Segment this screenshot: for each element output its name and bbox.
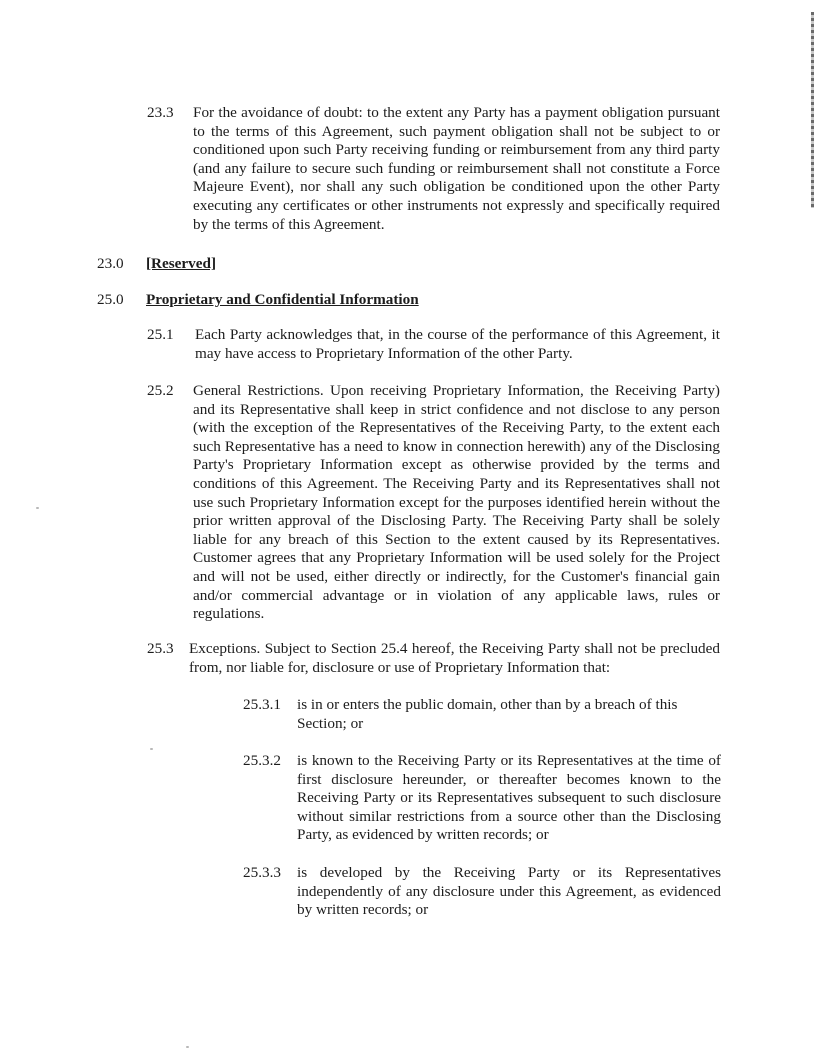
section-25-2-text: General Restrictions. Upon receiving Proprietary Information, the Receiving Party) and its Representative shall keep in strict confidence and not disclose to any person (with the exception of the Representatives of the Receiving Party, to the extent each such Representative has a need to know in connection herewith) any of the Disclosing Party's Proprietary Information except as otherwise provided by the terms and conditions of this Agreement. The Receiving Party and its Representatives shall not use such Proprietary Information except for the purposes identified herein without the prior written approval of the Disclosing Party. The Receiving Party shall be solely liable for any breach of this Section to the extent caused by its Representatives. Customer agrees that any Proprietary Information will be used solely for the Project and will not be used, either directly or indirectly, for the Customer's financial gain and/or commercial advantage or in violation of any applicable laws, rules or regulations.	[193, 382, 720, 623]
section-number-25-1: 25.1	[147, 326, 174, 343]
scan-speck	[150, 748, 153, 750]
section-number-23-3: 23.3	[147, 104, 174, 121]
section-number-25-3-3: 25.3.3	[243, 864, 281, 881]
section-25-1-text: Each Party acknowledges that, in the course of the performance of this Agreement, it may have access to Proprietary Information of the other Party.	[195, 326, 720, 362]
section-25-0-title: Proprietary and Confidential Information	[146, 291, 419, 308]
section-number-25-3-2: 25.3.2	[243, 752, 281, 769]
section-23-0-title: [Reserved]	[146, 255, 216, 272]
section-25-3-1-text: is in or enters the public domain, other than by a breach of this Section; or	[297, 696, 678, 732]
section-number-25-3: 25.3	[147, 640, 174, 657]
section-25-3-2-text: is known to the Receiving Party or its Representatives at the time of first disclosure hereunder, or thereafter becomes known to the Receiving Party or its Representatives subsequent to such disclosure without similar restrictions from a source other than the Disclosing Party, as evidenced by written records; or	[297, 752, 721, 844]
section-23-3-text: For the avoidance of doubt: to the extent any Party has a payment obligation pursuant to the terms of this Agreement, such payment obligation shall not be subject to or conditioned upon such Party receiving funding or reimbursement from any third party (and any failure to secure such funding or reimbursement shall not constitute a Force Majeure Event), nor shall any such obligation be conditioned upon the other Party executing any certificates or other instruments not expressly and specifically required by the terms of this Agreement.	[193, 104, 720, 233]
section-number-25-3-1: 25.3.1	[243, 696, 281, 713]
scan-speck	[186, 1046, 189, 1048]
section-25-3-text: Exceptions. Subject to Section 25.4 hereof, the Receiving Party shall not be precluded from, nor liable for, disclosure or use of Proprietary Information that:	[189, 640, 720, 676]
scan-speck	[36, 507, 39, 509]
section-number-23-0: 23.0	[97, 255, 124, 272]
scan-edge-mark	[811, 12, 814, 208]
section-number-25-0: 25.0	[97, 291, 124, 308]
section-number-25-2: 25.2	[147, 382, 174, 399]
section-25-3-3-text: is developed by the Receiving Party or its Representatives independently of any disclosure under this Agreement, as evidenced by written records; or	[297, 864, 721, 919]
